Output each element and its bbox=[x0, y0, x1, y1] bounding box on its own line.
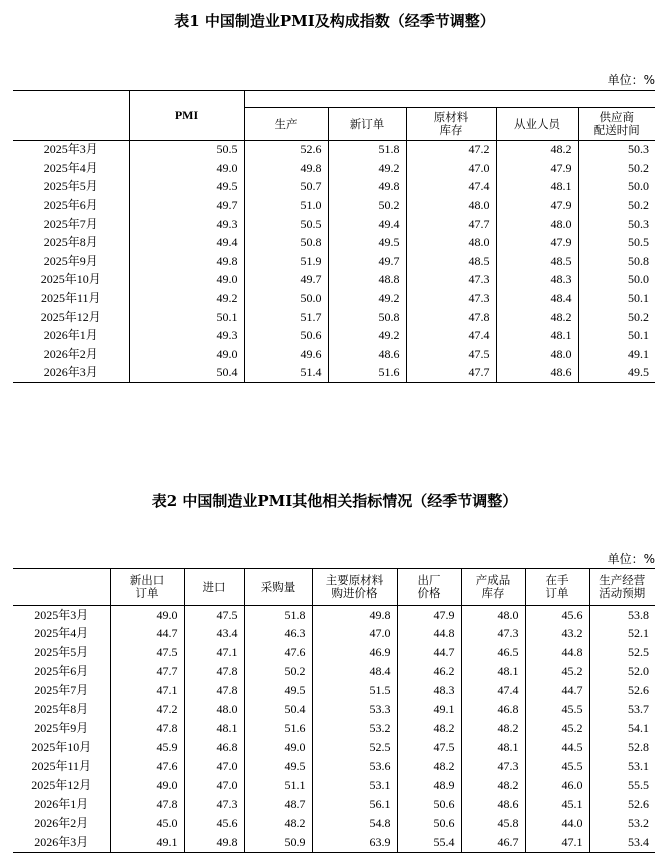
table-cell: 50.4 bbox=[129, 364, 244, 383]
column-header: 出厂 价格 bbox=[397, 569, 461, 606]
table-cell: 45.2 bbox=[525, 720, 589, 739]
table-cell: 50.0 bbox=[578, 178, 655, 197]
table-cell: 47.3 bbox=[461, 625, 525, 644]
row-label: 2025年7月 bbox=[34, 683, 89, 698]
table-cell: 51.8 bbox=[328, 141, 406, 160]
table-cell: 48.2 bbox=[397, 720, 461, 739]
column-header: 主要原材料 购进价格 bbox=[312, 569, 397, 606]
row-label: 2025年12月 bbox=[31, 778, 92, 793]
table-row bbox=[13, 345, 655, 364]
table-cell: 48.1 bbox=[461, 663, 525, 682]
table-cell: 51.7 bbox=[244, 308, 328, 327]
table-cell: 51.5 bbox=[312, 682, 397, 701]
table-cell: 50.5 bbox=[578, 233, 655, 252]
table-row bbox=[13, 739, 655, 758]
table-cell: 49.5 bbox=[244, 758, 312, 777]
row-label: 2025年8月 bbox=[34, 702, 89, 717]
table-cell: 48.2 bbox=[461, 777, 525, 796]
table-cell: 47.5 bbox=[406, 345, 496, 364]
row-label: 2025年6月 bbox=[43, 197, 98, 212]
table-cell: 50.7 bbox=[244, 178, 328, 197]
row-label: 2025年3月 bbox=[34, 607, 89, 622]
table2-unit: 单位：% bbox=[607, 552, 655, 566]
table-cell: 44.8 bbox=[525, 644, 589, 663]
table-cell: 47.1 bbox=[184, 644, 244, 663]
table-cell: 50.0 bbox=[244, 289, 328, 308]
table-cell: 48.0 bbox=[184, 701, 244, 720]
table-cell: 47.1 bbox=[110, 682, 184, 701]
table-cell: 48.0 bbox=[496, 215, 578, 234]
table-cell: 47.8 bbox=[184, 682, 244, 701]
table-cell: 50.2 bbox=[578, 308, 655, 327]
table-cell: 52.5 bbox=[312, 739, 397, 758]
table-row bbox=[13, 663, 655, 682]
table-cell: 48.2 bbox=[496, 308, 578, 327]
table-cell: 49.2 bbox=[328, 159, 406, 178]
table-cell: 49.8 bbox=[328, 178, 406, 197]
table-cell: 52.6 bbox=[244, 141, 328, 160]
table-row bbox=[13, 233, 655, 252]
table-cell: 51.6 bbox=[328, 364, 406, 383]
table-row bbox=[13, 215, 655, 234]
table-cell: 46.2 bbox=[397, 663, 461, 682]
column-header: 供应商 配送时间 bbox=[578, 108, 655, 141]
row-label-header bbox=[13, 91, 129, 141]
table-cell: 47.6 bbox=[110, 758, 184, 777]
table-cell: 44.7 bbox=[110, 625, 184, 644]
table-cell: 53.3 bbox=[312, 701, 397, 720]
table-cell: 49.4 bbox=[328, 215, 406, 234]
row-label: 2026年3月 bbox=[43, 365, 98, 380]
table-cell: 50.8 bbox=[578, 252, 655, 271]
table-cell: 49.2 bbox=[129, 289, 244, 308]
table-cell: 47.0 bbox=[184, 758, 244, 777]
table-cell: 53.1 bbox=[589, 758, 655, 777]
table-cell: 48.4 bbox=[496, 289, 578, 308]
table-cell: 47.6 bbox=[244, 644, 312, 663]
column-header: 新出口 订单 bbox=[110, 569, 184, 606]
table-cell: 45.6 bbox=[525, 606, 589, 625]
row-label: 2026年2月 bbox=[34, 816, 89, 831]
table-cell: 52.1 bbox=[589, 625, 655, 644]
table-row bbox=[13, 777, 655, 796]
table-cell: 43.2 bbox=[525, 625, 589, 644]
table-cell: 46.8 bbox=[184, 739, 244, 758]
table-cell: 48.2 bbox=[397, 758, 461, 777]
table-row bbox=[13, 815, 655, 834]
table-cell: 47.9 bbox=[496, 159, 578, 178]
row-label: 2026年1月 bbox=[34, 797, 89, 812]
table-cell: 49.5 bbox=[129, 178, 244, 197]
table-cell: 46.0 bbox=[525, 777, 589, 796]
table-cell: 48.1 bbox=[496, 178, 578, 197]
table-row bbox=[13, 178, 655, 197]
table-cell: 49.1 bbox=[110, 834, 184, 853]
table-row bbox=[13, 644, 655, 663]
table-cell: 44.5 bbox=[525, 739, 589, 758]
table-cell: 47.3 bbox=[461, 758, 525, 777]
table-cell: 48.9 bbox=[397, 777, 461, 796]
row-label: 2026年2月 bbox=[43, 346, 98, 361]
table-row bbox=[13, 796, 655, 815]
table-cell: 51.8 bbox=[244, 606, 312, 625]
column-header: 采购量 bbox=[244, 569, 312, 606]
table-cell: 50.3 bbox=[578, 141, 655, 160]
table-cell: 47.7 bbox=[406, 364, 496, 383]
table-cell: 50.1 bbox=[578, 289, 655, 308]
table-cell: 49.0 bbox=[129, 345, 244, 364]
table-cell: 50.6 bbox=[244, 326, 328, 345]
table-row bbox=[13, 159, 655, 178]
table-cell: 50.0 bbox=[578, 271, 655, 290]
table-cell: 50.5 bbox=[244, 215, 328, 234]
table-cell: 47.0 bbox=[406, 159, 496, 178]
table-cell: 47.8 bbox=[110, 720, 184, 739]
table-cell: 54.8 bbox=[312, 815, 397, 834]
table-cell: 52.6 bbox=[589, 682, 655, 701]
pmi-other-indicators-table bbox=[13, 568, 655, 853]
table-cell: 47.3 bbox=[184, 796, 244, 815]
table-row bbox=[13, 682, 655, 701]
table-cell: 47.0 bbox=[184, 777, 244, 796]
table-row bbox=[13, 364, 655, 383]
table-cell: 52.0 bbox=[589, 663, 655, 682]
table-cell: 50.3 bbox=[578, 215, 655, 234]
table2-title: 表2 中国制造业PMI其他相关指标情况（经季节调整） bbox=[151, 492, 518, 510]
row-label: 2025年11月 bbox=[31, 759, 92, 774]
table-cell: 45.6 bbox=[184, 815, 244, 834]
table1-unit: 单位：% bbox=[607, 73, 655, 87]
table-cell: 45.8 bbox=[461, 815, 525, 834]
table-cell: 48.5 bbox=[496, 252, 578, 271]
table-cell: 53.7 bbox=[589, 701, 655, 720]
table-cell: 48.0 bbox=[406, 233, 496, 252]
row-label: 2025年4月 bbox=[43, 160, 98, 175]
table-cell: 50.8 bbox=[244, 233, 328, 252]
table-cell: 50.6 bbox=[397, 796, 461, 815]
row-label: 2025年3月 bbox=[43, 142, 98, 157]
table-cell: 47.3 bbox=[406, 289, 496, 308]
table-cell: 55.5 bbox=[589, 777, 655, 796]
column-header: 产成品 库存 bbox=[461, 569, 525, 606]
table-cell: 48.4 bbox=[312, 663, 397, 682]
table-cell: 49.3 bbox=[129, 326, 244, 345]
table-cell: 50.8 bbox=[328, 308, 406, 327]
table-cell: 63.9 bbox=[312, 834, 397, 853]
table-cell: 49.2 bbox=[328, 289, 406, 308]
column-header: 在手 订单 bbox=[525, 569, 589, 606]
table-cell: 48.3 bbox=[397, 682, 461, 701]
row-label-header bbox=[13, 569, 110, 606]
table-cell: 49.0 bbox=[110, 606, 184, 625]
table-cell: 47.7 bbox=[110, 663, 184, 682]
table-cell: 49.8 bbox=[244, 159, 328, 178]
table-cell: 51.6 bbox=[244, 720, 312, 739]
column-header-pmi: PMI bbox=[129, 91, 244, 141]
table-row bbox=[13, 701, 655, 720]
table-cell: 50.4 bbox=[244, 701, 312, 720]
table-cell: 48.1 bbox=[184, 720, 244, 739]
table-cell: 53.8 bbox=[589, 606, 655, 625]
table-cell: 53.2 bbox=[312, 720, 397, 739]
table-row bbox=[13, 834, 655, 853]
table-cell: 53.1 bbox=[312, 777, 397, 796]
table-cell: 47.2 bbox=[110, 701, 184, 720]
table-cell: 49.5 bbox=[328, 233, 406, 252]
table-cell: 48.0 bbox=[461, 606, 525, 625]
table-cell: 47.8 bbox=[110, 796, 184, 815]
table-cell: 47.5 bbox=[184, 606, 244, 625]
table-cell: 43.4 bbox=[184, 625, 244, 644]
table-cell: 48.1 bbox=[461, 739, 525, 758]
column-header: 从业人员 bbox=[496, 108, 578, 141]
row-label: 2025年11月 bbox=[40, 290, 101, 305]
table-cell: 53.4 bbox=[589, 834, 655, 853]
table-row bbox=[13, 289, 655, 308]
table-cell: 46.8 bbox=[461, 701, 525, 720]
table-cell: 47.8 bbox=[184, 663, 244, 682]
table-cell: 50.5 bbox=[129, 141, 244, 160]
table-cell: 50.2 bbox=[244, 663, 312, 682]
table-cell: 49.8 bbox=[184, 834, 244, 853]
table-cell: 44.0 bbox=[525, 815, 589, 834]
table-cell: 51.1 bbox=[244, 777, 312, 796]
table-cell: 45.5 bbox=[525, 758, 589, 777]
table-cell: 47.5 bbox=[397, 739, 461, 758]
table-cell: 50.9 bbox=[244, 834, 312, 853]
table-cell: 51.9 bbox=[244, 252, 328, 271]
table-cell: 44.7 bbox=[525, 682, 589, 701]
table-cell: 47.9 bbox=[496, 233, 578, 252]
pmi-composition-table bbox=[13, 90, 655, 383]
table-cell: 50.2 bbox=[578, 196, 655, 215]
table-row bbox=[13, 758, 655, 777]
table1-title: 表1 中国制造业PMI及构成指数（经季节调整） bbox=[174, 12, 495, 30]
table-cell: 50.6 bbox=[397, 815, 461, 834]
column-header: 原材料 库存 bbox=[406, 108, 496, 141]
table-cell: 50.1 bbox=[129, 308, 244, 327]
table-cell: 48.0 bbox=[406, 196, 496, 215]
row-label: 2025年12月 bbox=[40, 309, 101, 324]
table-cell: 45.1 bbox=[525, 796, 589, 815]
table-cell: 47.4 bbox=[406, 326, 496, 345]
row-label: 2026年1月 bbox=[43, 328, 98, 343]
table-cell: 49.2 bbox=[328, 326, 406, 345]
table-cell: 47.0 bbox=[312, 625, 397, 644]
table-cell: 46.9 bbox=[312, 644, 397, 663]
table-cell: 45.2 bbox=[525, 663, 589, 682]
table-cell: 50.2 bbox=[328, 196, 406, 215]
table-cell: 56.1 bbox=[312, 796, 397, 815]
table-cell: 49.0 bbox=[129, 271, 244, 290]
column-header: 生产 bbox=[244, 108, 328, 141]
table-cell: 47.5 bbox=[110, 644, 184, 663]
table-cell: 54.1 bbox=[589, 720, 655, 739]
table-cell: 50.2 bbox=[578, 159, 655, 178]
table-cell: 48.1 bbox=[496, 326, 578, 345]
column-header: 进口 bbox=[184, 569, 244, 606]
table-cell: 44.8 bbox=[397, 625, 461, 644]
table-cell: 48.2 bbox=[244, 815, 312, 834]
table-cell: 47.4 bbox=[461, 682, 525, 701]
table-row bbox=[13, 141, 655, 160]
row-label: 2025年5月 bbox=[34, 645, 89, 660]
table-row bbox=[13, 720, 655, 739]
table-cell: 47.8 bbox=[406, 308, 496, 327]
table-cell: 55.4 bbox=[397, 834, 461, 853]
table-cell: 49.7 bbox=[328, 252, 406, 271]
table-cell: 47.4 bbox=[406, 178, 496, 197]
table-row bbox=[13, 196, 655, 215]
table-cell: 46.7 bbox=[461, 834, 525, 853]
table-cell: 48.0 bbox=[496, 345, 578, 364]
table-cell: 53.6 bbox=[312, 758, 397, 777]
table-cell: 48.6 bbox=[496, 364, 578, 383]
table-cell: 52.6 bbox=[589, 796, 655, 815]
table-cell: 49.3 bbox=[129, 215, 244, 234]
table-cell: 48.6 bbox=[461, 796, 525, 815]
row-label: 2025年5月 bbox=[43, 179, 98, 194]
table-cell: 47.1 bbox=[525, 834, 589, 853]
table-row bbox=[13, 606, 655, 625]
table-cell: 49.1 bbox=[578, 345, 655, 364]
table-cell: 46.5 bbox=[461, 644, 525, 663]
table-cell: 49.1 bbox=[397, 701, 461, 720]
table-cell: 49.5 bbox=[578, 364, 655, 383]
table-cell: 51.4 bbox=[244, 364, 328, 383]
table-cell: 49.7 bbox=[129, 196, 244, 215]
column-header: 新订单 bbox=[328, 108, 406, 141]
table-cell: 47.7 bbox=[406, 215, 496, 234]
table-cell: 45.9 bbox=[110, 739, 184, 758]
table-row bbox=[13, 625, 655, 644]
table-cell: 49.0 bbox=[244, 739, 312, 758]
table-cell: 48.5 bbox=[406, 252, 496, 271]
table-cell: 49.8 bbox=[129, 252, 244, 271]
table-cell: 48.6 bbox=[328, 345, 406, 364]
table-cell: 48.3 bbox=[496, 271, 578, 290]
table-cell: 48.2 bbox=[461, 720, 525, 739]
table-cell: 49.4 bbox=[129, 233, 244, 252]
table-cell: 52.5 bbox=[589, 644, 655, 663]
table-cell: 49.8 bbox=[312, 606, 397, 625]
table-cell: 47.2 bbox=[406, 141, 496, 160]
table-cell: 49.6 bbox=[244, 345, 328, 364]
table-row bbox=[13, 271, 655, 290]
table-cell: 49.0 bbox=[110, 777, 184, 796]
row-label: 2025年9月 bbox=[34, 721, 89, 736]
table-row bbox=[13, 308, 655, 327]
table-cell: 50.1 bbox=[578, 326, 655, 345]
table-cell: 48.2 bbox=[496, 141, 578, 160]
row-label: 2025年9月 bbox=[43, 253, 98, 268]
table-cell: 47.3 bbox=[406, 271, 496, 290]
table-cell: 48.7 bbox=[244, 796, 312, 815]
table-cell: 49.7 bbox=[244, 271, 328, 290]
row-label: 2025年7月 bbox=[43, 216, 98, 231]
table-cell: 45.5 bbox=[525, 701, 589, 720]
table-cell: 46.3 bbox=[244, 625, 312, 644]
table-cell: 53.2 bbox=[589, 815, 655, 834]
table-row bbox=[13, 252, 655, 271]
row-label: 2025年6月 bbox=[34, 664, 89, 679]
row-label: 2025年4月 bbox=[34, 626, 89, 641]
table-cell: 47.9 bbox=[397, 606, 461, 625]
table-cell: 45.0 bbox=[110, 815, 184, 834]
table-row bbox=[13, 326, 655, 345]
column-header: 生产经营 活动预期 bbox=[589, 569, 655, 606]
table-cell: 52.8 bbox=[589, 739, 655, 758]
table-cell: 44.7 bbox=[397, 644, 461, 663]
table-cell: 49.5 bbox=[244, 682, 312, 701]
row-label: 2025年8月 bbox=[43, 235, 98, 250]
table-cell: 51.0 bbox=[244, 196, 328, 215]
table-cell: 49.0 bbox=[129, 159, 244, 178]
table-cell: 48.8 bbox=[328, 271, 406, 290]
row-label: 2025年10月 bbox=[31, 740, 92, 755]
row-label: 2025年10月 bbox=[40, 272, 101, 287]
row-label: 2026年3月 bbox=[34, 835, 89, 850]
table-cell: 47.9 bbox=[496, 196, 578, 215]
